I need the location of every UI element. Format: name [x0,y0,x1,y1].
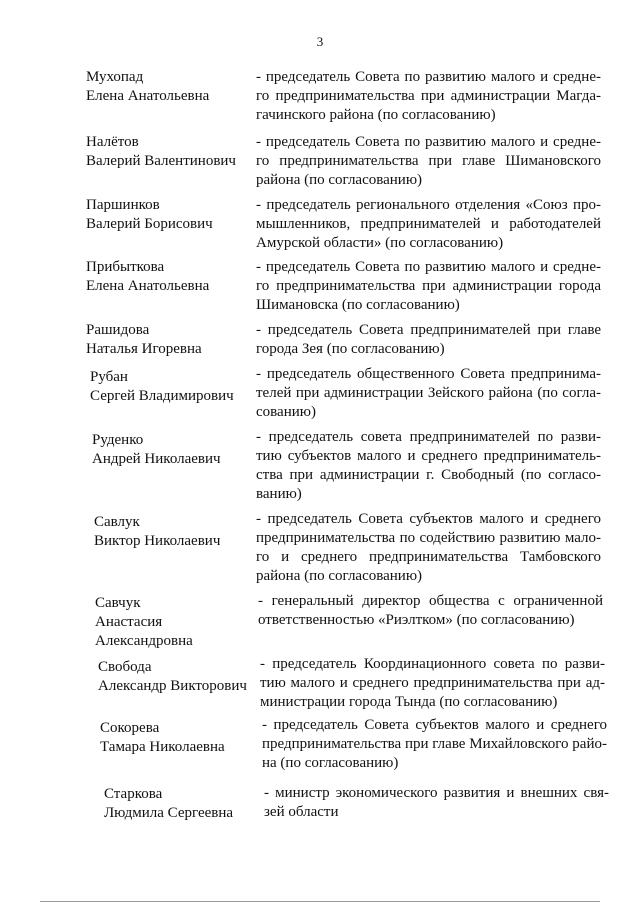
member-description: - председатель Совета по развитию малого и средне-го предпринимательства при администрации города Шимановска (по согласованию) [256,259,601,313]
name-line: Налётов [86,134,139,150]
name-line: Свобода [98,659,152,675]
member-name [86,68,256,106]
member-name [86,258,256,296]
member-name [86,196,256,234]
name-line: Рашидова [86,322,150,338]
name-line: Руденко [92,432,144,448]
name-line: Людмила Сергеевна [104,805,234,821]
member-name [92,431,262,469]
page-number: 3 [316,34,324,49]
name-line: Сокорева [100,720,160,736]
member-name [104,785,274,823]
member-name [86,321,256,359]
member-description: - генеральный директор общества с ограниченной ответственностью «Риэлтком» (по согласованию) [258,593,603,628]
name-line: Тамара Николаевна [100,739,225,755]
member-description: - председатель общественного Совета предпринима-телей при администрации Зейского района (по согла-сованию) [256,366,601,420]
name-line: Савчук [95,595,141,611]
name-line: Анастасия [95,614,163,630]
member-description: - председатель Совета предпринимателей при главе города Зея (по согласованию) [256,322,601,357]
name-line: Наталья Игоревна [86,341,202,357]
member-description: - председатель совета предпринимателей по разви-тию субъектов малого и среднего предприниматель-ства при администрации г. Свободный (по согласо-ванию) [256,429,601,502]
name-line: Александровна [95,633,193,649]
member-name [94,513,264,551]
name-line: Валерий Борисович [86,216,213,232]
member-description: - председатель Координационного совета по разви-тию малого и среднего предпринимательства при ад-министрации города Тында (по согласованию) [260,656,605,710]
member-description: - председатель Совета по развитию малого и средне-го предпринимательства при администрации Магда-гачинского района (по согласованию) [256,69,601,123]
member-name [86,133,256,171]
member-name [98,658,268,696]
member-name [95,594,265,651]
name-line: Елена Анатольевна [86,88,210,104]
name-line: Рубан [90,369,128,385]
member-description: - председатель Совета субъектов малого и среднего предпринимательства при главе Михайловского райо-на (по согласованию) [262,717,607,771]
member-description: - председатель регионального отделения «Союз про-мышленников, предпринимателей и работодателей Амурской области» (по согласованию) [256,197,601,251]
member-description: - председатель Совета по развитию малого и средне-го предпринимательства при главе Шимановского района (по согласованию) [256,134,601,188]
name-line: Старкова [104,786,163,802]
member-name [90,368,260,406]
name-line: Валерий Валентинович [86,153,236,169]
member-description: - министр экономического развития и внешних свя-зей области [264,785,609,820]
member-name [100,719,270,757]
name-line: Елена Анатольевна [86,278,210,294]
name-line: Александр Викторович [98,678,247,694]
name-line: Виктор Николаевич [94,533,221,549]
name-line: Савлук [94,514,140,530]
name-line: Андрей Николаевич [92,451,221,467]
name-line: Прибыткова [86,259,165,275]
name-line: Паршинков [86,197,160,213]
page-bottom-border [40,901,600,902]
name-line: Сергей Владимирович [90,388,234,404]
member-description: - председатель Совета субъектов малого и среднего предпринимательства по содействию развитию мало-го и среднего предпринимательства Тамбовского района (по согласованию) [256,511,601,584]
name-line: Мухопад [86,69,144,85]
